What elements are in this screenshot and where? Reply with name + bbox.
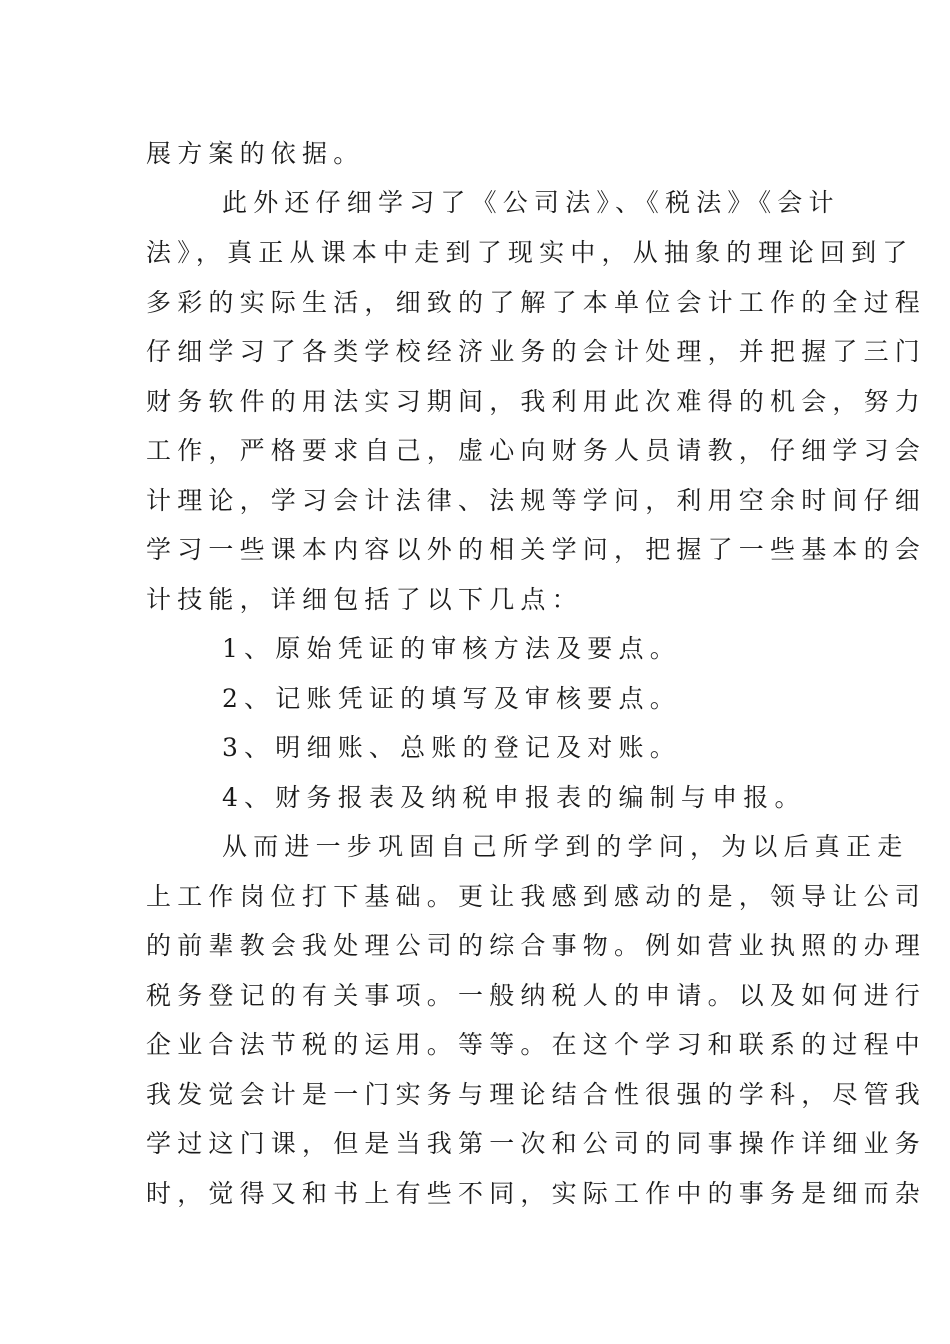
- text-line: 企业合法节税的运用。等等。在这个学习和联系的过程中: [146, 1030, 927, 1059]
- text-line: 仔细学习了各类学校经济业务的会计处理，并把握了三门: [146, 337, 927, 366]
- list-item: 2、记账凭证的填写及审核要点。: [222, 684, 681, 713]
- text-line: 税务登记的有关事项。一般纳税人的申请。以及如何进行: [146, 981, 927, 1010]
- text-line: 财务软件的用法实习期间，我利用此次难得的机会，努力: [146, 387, 927, 416]
- text-line: 时，觉得又和书上有些不同，实际工作中的事务是细而杂: [146, 1179, 927, 1208]
- text-line: 上工作岗位打下基础。更让我感到感动的是，领导让公司: [146, 882, 927, 911]
- text-line: 多彩的实际生活，细致的了解了本单位会计工作的全过程: [146, 288, 927, 317]
- text-line: 的前辈教会我处理公司的综合事物。例如营业执照的办理: [146, 931, 927, 960]
- list-item: 4、财务报表及纳税申报表的编制与申报。: [222, 783, 806, 812]
- text-line: 计理论，学习会计法律、法规等学问，利用空余时间仔细: [146, 486, 927, 515]
- text-line: 学习一些课本内容以外的相关学问，把握了一些基本的会: [146, 535, 927, 564]
- text-line: 学过这门课，但是当我第一次和公司的同事操作详细业务: [146, 1129, 927, 1158]
- text-line: 计技能，详细包括了以下几点：: [146, 585, 583, 614]
- text-line: 我发觉会计是一门实务与理论结合性很强的学科，尽管我: [146, 1080, 927, 1109]
- list-item: 3、明细账、总账的登记及对账。: [222, 733, 681, 762]
- list-item: 1、原始凭证的审核方法及要点。: [222, 634, 681, 663]
- text-line: 法》，真正从课本中走到了现实中，从抽象的理论回到了: [146, 238, 914, 267]
- text-line: 工作，严格要求自己，虚心向财务人员请教，仔细学习会: [146, 436, 927, 465]
- text-line: 从而进一步巩固自己所学到的学问，为以后真正走: [222, 832, 909, 861]
- text-line: 展方案的依据。: [146, 139, 365, 168]
- text-line: 此外还仔细学习了《公司法》、《税法》《会计: [222, 188, 840, 217]
